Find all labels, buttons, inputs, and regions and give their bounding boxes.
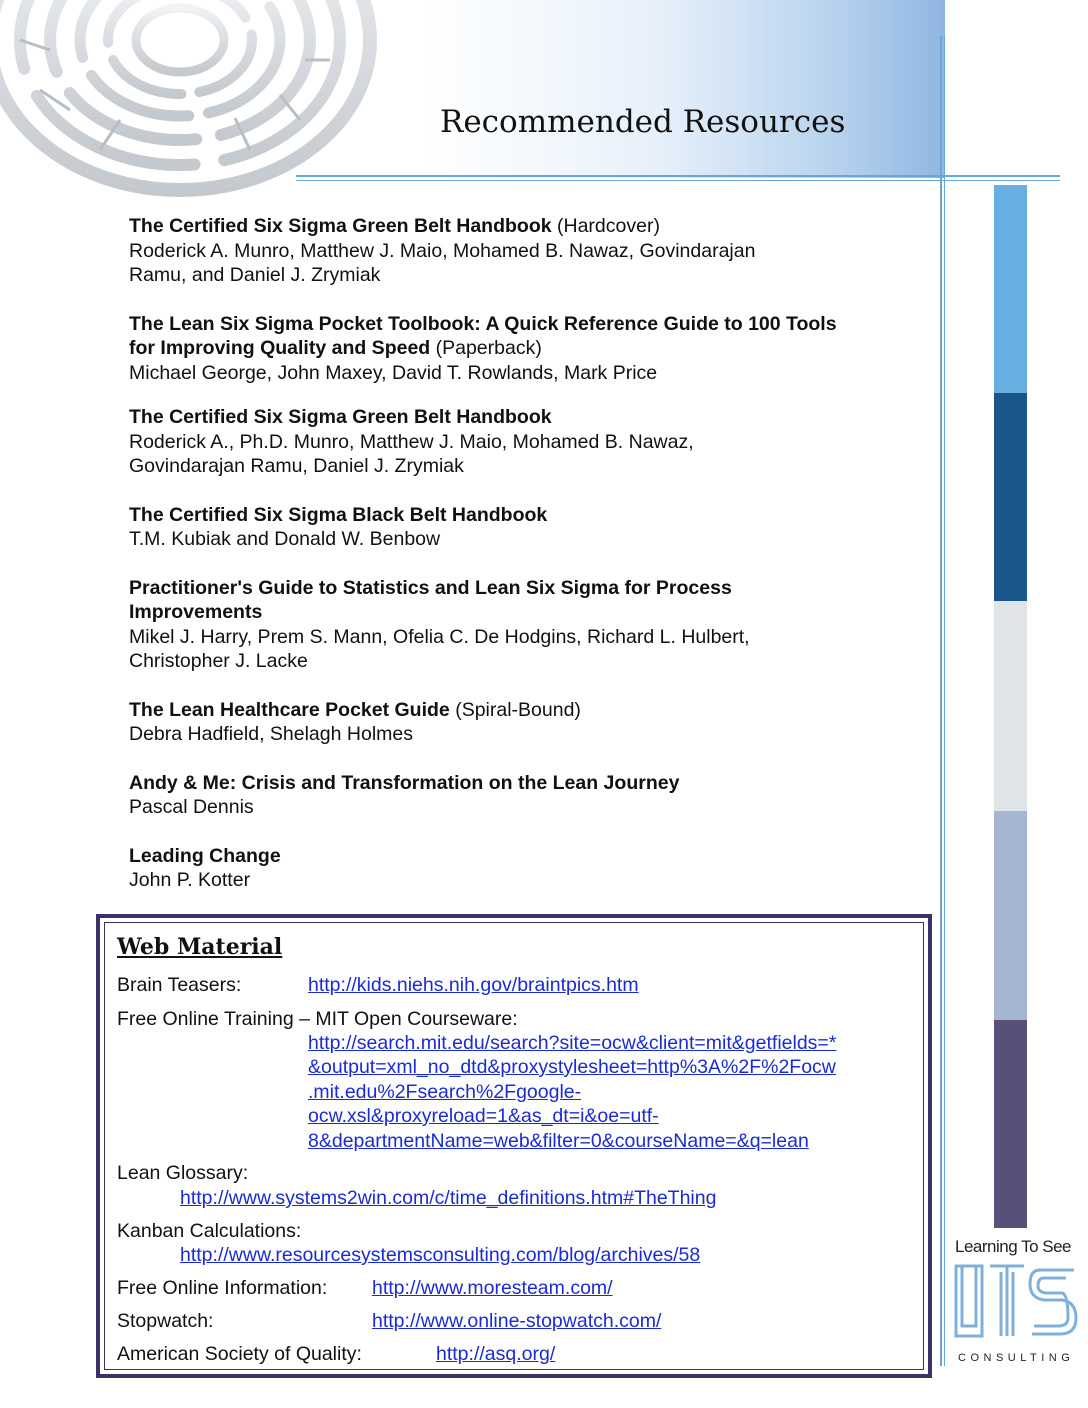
logo-consulting: CONSULTING: [958, 1352, 1075, 1364]
mit-courseware-link[interactable]: &output=xml_no_dtd&proxystylesheet=http%3A%2F%2Focw: [308, 1056, 836, 1078]
book-authors: Debra Hadfield, Shelagh Holmes: [129, 723, 413, 745]
book-title: Andy & Me: Crisis and Transformation on the Lean Journey: [129, 771, 680, 794]
mit-courseware-link[interactable]: http://search.mit.edu/search?site=ocw&client=mit&getfields=*: [308, 1032, 837, 1054]
book-entry: [129, 844, 889, 893]
vertical-rule: [940, 36, 942, 1366]
book-title: The Lean Healthcare Pocket Guide: [129, 698, 450, 721]
brain-teasers-link[interactable]: http://kids.niehs.nih.gov/braintpics.htm: [308, 974, 639, 996]
book-title: The Certified Six Sigma Green Belt Handbook: [129, 215, 552, 237]
book-authors: Christopher J. Lacke: [129, 650, 308, 672]
mit-courseware-link[interactable]: ocw.xsl&proxyreload=1&as_dt=i&oe=utf-: [308, 1105, 659, 1127]
mit-courseware-link[interactable]: 8&departmentName=web&filter=0&courseName=&q=lean: [308, 1130, 809, 1152]
book-title: The Lean Six Sigma Pocket Toolbook: A Quick Reference Guide to 100 Tools for Improving Quality and Speed: [129, 312, 837, 359]
book-authors: Ramu, and Daniel J. Zrymiak: [129, 264, 381, 286]
book-authors: John P. Kotter: [129, 869, 251, 891]
color-bar-2: [994, 393, 1027, 601]
book-format: (Hardcover): [551, 215, 660, 237]
maze-illustration: [0, 0, 380, 220]
color-bar-3: [994, 601, 1027, 811]
header-rule-thin: [296, 180, 1060, 181]
book-authors: Roderick A. Munro, Matthew J. Maio, Mohamed B. Nawaz, Govindarajan: [129, 239, 756, 262]
kanban-label: Kanban Calculations:: [117, 1220, 302, 1242]
book-format: (Spiral-Bound): [449, 698, 581, 721]
book-authors: Roderick A., Ph.D. Munro, Matthew J. Maio, Mohamed B. Nawaz,: [129, 430, 694, 453]
asq-link[interactable]: http://asq.org/: [436, 1343, 556, 1365]
book-title: The Certified Six Sigma Green Belt Handbook: [129, 406, 552, 428]
asq-label: American Society of Quality:: [117, 1343, 362, 1365]
book-entry: [129, 771, 889, 820]
mit-courseware-link[interactable]: .mit.edu%2Fsearch%2Fgoogle-: [308, 1081, 582, 1103]
book-authors: Pascal Dennis: [129, 796, 254, 818]
book-authors: Govindarajan Ramu, Daniel J. Zrymiak: [129, 455, 464, 477]
page-title: Recommended Resources: [440, 104, 846, 140]
book-title: Leading Change: [129, 844, 281, 867]
book-entry: [129, 698, 889, 747]
book-authors: Mikel J. Harry, Prem S. Mann, Ofelia C. De Hodgins, Richard L. Hulbert,: [129, 625, 750, 648]
kanban-link[interactable]: http://www.resourcesystemsconsulting.com/blog/archives/58: [180, 1244, 701, 1266]
stopwatch-label: Stopwatch:: [117, 1310, 214, 1332]
book-entry: [129, 503, 889, 552]
online-info-link[interactable]: http://www.moresteam.com/: [372, 1277, 613, 1299]
book-entry: [129, 405, 889, 479]
book-authors: Michael George, John Maxey, David T. Rowlands, Mark Price: [129, 361, 658, 384]
book-entry: [129, 576, 889, 674]
mit-courseware-label: Free Online Training – MIT Open Courseware:: [117, 1008, 518, 1030]
book-title: The Certified Six Sigma Black Belt Handbook: [129, 503, 548, 526]
header-rule: [296, 175, 1060, 177]
color-bar-5: [994, 1020, 1027, 1228]
book-format: (Paperback): [430, 337, 542, 359]
web-material-heading: Web Material: [117, 934, 283, 960]
book-entry: [129, 214, 889, 288]
color-bar-1: [994, 185, 1027, 393]
lean-glossary-link[interactable]: http://www.systems2win.com/c/time_definitions.htm#TheThing: [180, 1187, 717, 1209]
lts-logo-icon: [952, 1260, 1082, 1350]
stopwatch-link[interactable]: http://www.online-stopwatch.com/: [372, 1310, 662, 1332]
book-authors: T.M. Kubiak and Donald W. Benbow: [129, 528, 441, 550]
book-title: Practitioner's Guide to Statistics and Lean Six Sigma for Process Improvements: [129, 576, 732, 623]
brain-teasers-label: Brain Teasers:: [117, 974, 242, 996]
color-bar-4: [994, 811, 1027, 1020]
book-entry: [129, 312, 889, 386]
vertical-rule-thin: [944, 36, 945, 1366]
book-list: [129, 214, 889, 917]
lean-glossary-label: Lean Glossary:: [117, 1162, 249, 1184]
logo-tagline: Learning To See: [955, 1237, 1072, 1256]
online-info-label: Free Online Information:: [117, 1277, 328, 1299]
